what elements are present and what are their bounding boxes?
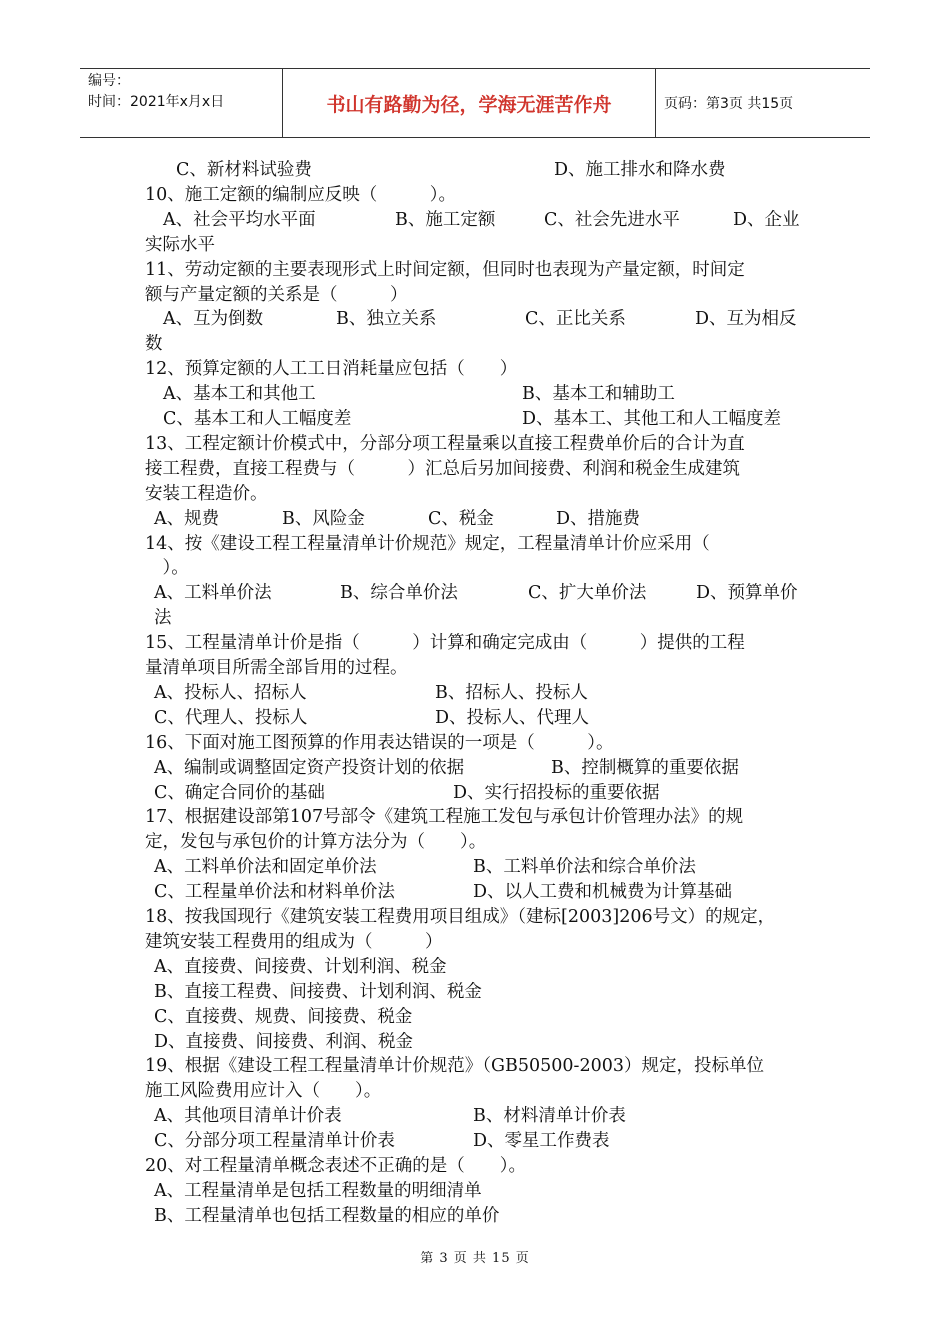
option-text: A、工程量清单是包括工程数量的明细清单 (154, 1180, 482, 1201)
text-line (0, 507, 950, 531)
option-text: D、零星工作费表 (473, 1131, 610, 1152)
page-footer: 第 3 页 共 15 页 (420, 1251, 530, 1266)
option-text: A、工料单价法和固定单价法 (154, 857, 377, 878)
option-text: A、基本工和其他工 (163, 384, 316, 405)
option-text: B、控制概算的重要依据 (551, 757, 739, 778)
option-text: A、直接费、间接费、计划利润、税金 (154, 956, 447, 977)
option-text: A、工料单价法 (154, 583, 272, 604)
header-motto: 书山有路勤为径，学海无涯苦作舟 (283, 69, 656, 137)
option-text: C、工程量单价法和材料单价法 (154, 882, 395, 903)
text-line: 安装工程造价。 (145, 483, 268, 504)
text-line: 10、施工定额的编制应反映（ ）。 (145, 184, 457, 205)
text-line (0, 681, 950, 705)
date-label: 时间：2021年x月x日 (88, 94, 225, 110)
text-line (0, 606, 950, 630)
text-line (0, 955, 950, 979)
text-line: 19、根据《建设工程工程量清单计价规范》（GB50500-2003）规定，投标单位 (145, 1056, 764, 1077)
option-text: A、社会平均水平面 (163, 209, 316, 230)
text-line (0, 1005, 950, 1029)
option-text: C、直接费、规费、间接费、税金 (154, 1006, 413, 1027)
text-line (0, 1179, 950, 1203)
option-text: D、投标人、代理人 (435, 707, 590, 728)
option-text: A、规费 (154, 508, 220, 529)
option-text: D、直接费、间接费、利润、税金 (154, 1031, 414, 1052)
text-line (0, 706, 950, 730)
option-text: B、基本工和辅助工 (522, 384, 675, 405)
option-text: C、社会先进水平 (544, 209, 680, 230)
option-text: D、实行招投标的重要依据 (453, 782, 660, 803)
option-text: D、互为相反 (695, 309, 797, 330)
text-line: 数 (145, 334, 163, 355)
text-line (0, 980, 950, 1004)
text-line: 施工风险费用应计入（ ）。 (145, 1081, 382, 1102)
text-line (0, 407, 950, 431)
text-line (0, 781, 950, 805)
text-line: 11、劳动定额的主要表现形式上时间定额，但同时也表现为产量定额，时间定 (145, 259, 745, 280)
option-text: B、工料单价法和综合单价法 (473, 857, 696, 878)
text-line (0, 1129, 950, 1153)
text-line (0, 1204, 950, 1228)
option-text: B、材料清单计价表 (473, 1106, 626, 1127)
page-header (80, 68, 870, 138)
option-text: A、其他项目清单计价表 (154, 1106, 342, 1127)
option-text: D、企业 (733, 209, 800, 230)
option-text: B、独立关系 (336, 309, 437, 330)
text-line (0, 208, 950, 232)
option-text: B、工程量清单也包括工程数量的相应的单价 (154, 1205, 500, 1226)
header-left-cell (80, 69, 283, 137)
option-text: A、投标人、招标人 (154, 682, 307, 703)
text-line: 14、按《建设工程工程量清单计价规范》规定，工程量清单计价应采用（ (145, 533, 710, 554)
text-line: 接工程费，直接工程费与（ ）汇总后另加间接费、利润和税金生成建筑 (145, 458, 740, 479)
text-line: 建筑安装工程费用的组成为（ ） (145, 931, 443, 952)
option-text: B、施工定额 (395, 209, 496, 230)
text-line (0, 307, 950, 331)
option-text: D、预算单价 (696, 583, 798, 604)
option-text: A、互为倒数 (163, 309, 264, 330)
option-text: D、基本工、其他工和人工幅度差 (522, 409, 782, 429)
option-text: D、以人工费和机械费为计算基础 (473, 882, 733, 903)
text-line: 16、下面对施工图预算的作用表达错误的一项是（ ）。 (145, 732, 614, 753)
option-text: C、扩大单价法 (528, 583, 647, 604)
option-text: B、招标人、投标人 (435, 682, 588, 703)
text-line: 12、预算定额的人工工日消耗量应包括（ ） (145, 359, 518, 380)
text-line: 实际水平 (145, 234, 215, 255)
option-text: C、代理人、投标人 (154, 707, 308, 728)
option-text: A、编制或调整固定资产投资计划的依据 (154, 757, 465, 778)
text-line: 量清单项目所需全部旨用的过程。 (145, 658, 408, 678)
text-line (0, 855, 950, 879)
option-text: D、施工排水和降水费 (554, 160, 726, 180)
text-line: 17、根据建设部第107号部令《建筑工程施工发包与承包计价管理办法》的规 (145, 807, 744, 828)
option-text: B、直接工程费、间接费、计划利润、税金 (154, 981, 482, 1002)
option-text: C、基本工和人工幅度差 (163, 409, 352, 429)
option-text: C、新材料试验费 (176, 160, 312, 180)
text-line (0, 158, 950, 182)
text-line (0, 581, 950, 605)
text-line: 定，发包与承包价的计算方法分为（ ）。 (145, 832, 487, 853)
text-line: 18、按我国现行《建筑安装工程费用项目组成》（建标[2003]206号文）的规定， (145, 907, 776, 927)
text-line (0, 1104, 950, 1128)
text-line: ）。 (145, 558, 189, 579)
option-text: C、税金 (428, 508, 494, 529)
option-text: C、确定合同价的基础 (154, 782, 325, 803)
header-page-info: 页码：第3页 共15页 (664, 96, 794, 112)
text-line: 15、工程量清单计价是指（ ）计算和确定完成由（ ）提供的工程 (145, 633, 745, 654)
text-line: 13、工程定额计价模式中，分部分项工程量乘以直接工程费单价后的合计为直 (145, 433, 745, 454)
option-text: B、综合单价法 (340, 583, 458, 604)
option-text: C、分部分项工程量清单计价表 (154, 1131, 395, 1152)
text-line: 20、对工程量清单概念表述不正确的是（ ）。 (145, 1156, 527, 1176)
text-line (0, 880, 950, 904)
text-line (0, 756, 950, 780)
text-line (0, 1030, 950, 1054)
text-line: 额与产量定额的关系是（ ） (145, 284, 408, 305)
option-text: B、风险金 (282, 508, 365, 529)
doc-number-label: 编号： (88, 73, 130, 89)
option-text: 法 (154, 608, 172, 629)
option-text: D、措施费 (556, 508, 641, 529)
option-text: C、正比关系 (525, 309, 626, 330)
text-line (0, 382, 950, 406)
